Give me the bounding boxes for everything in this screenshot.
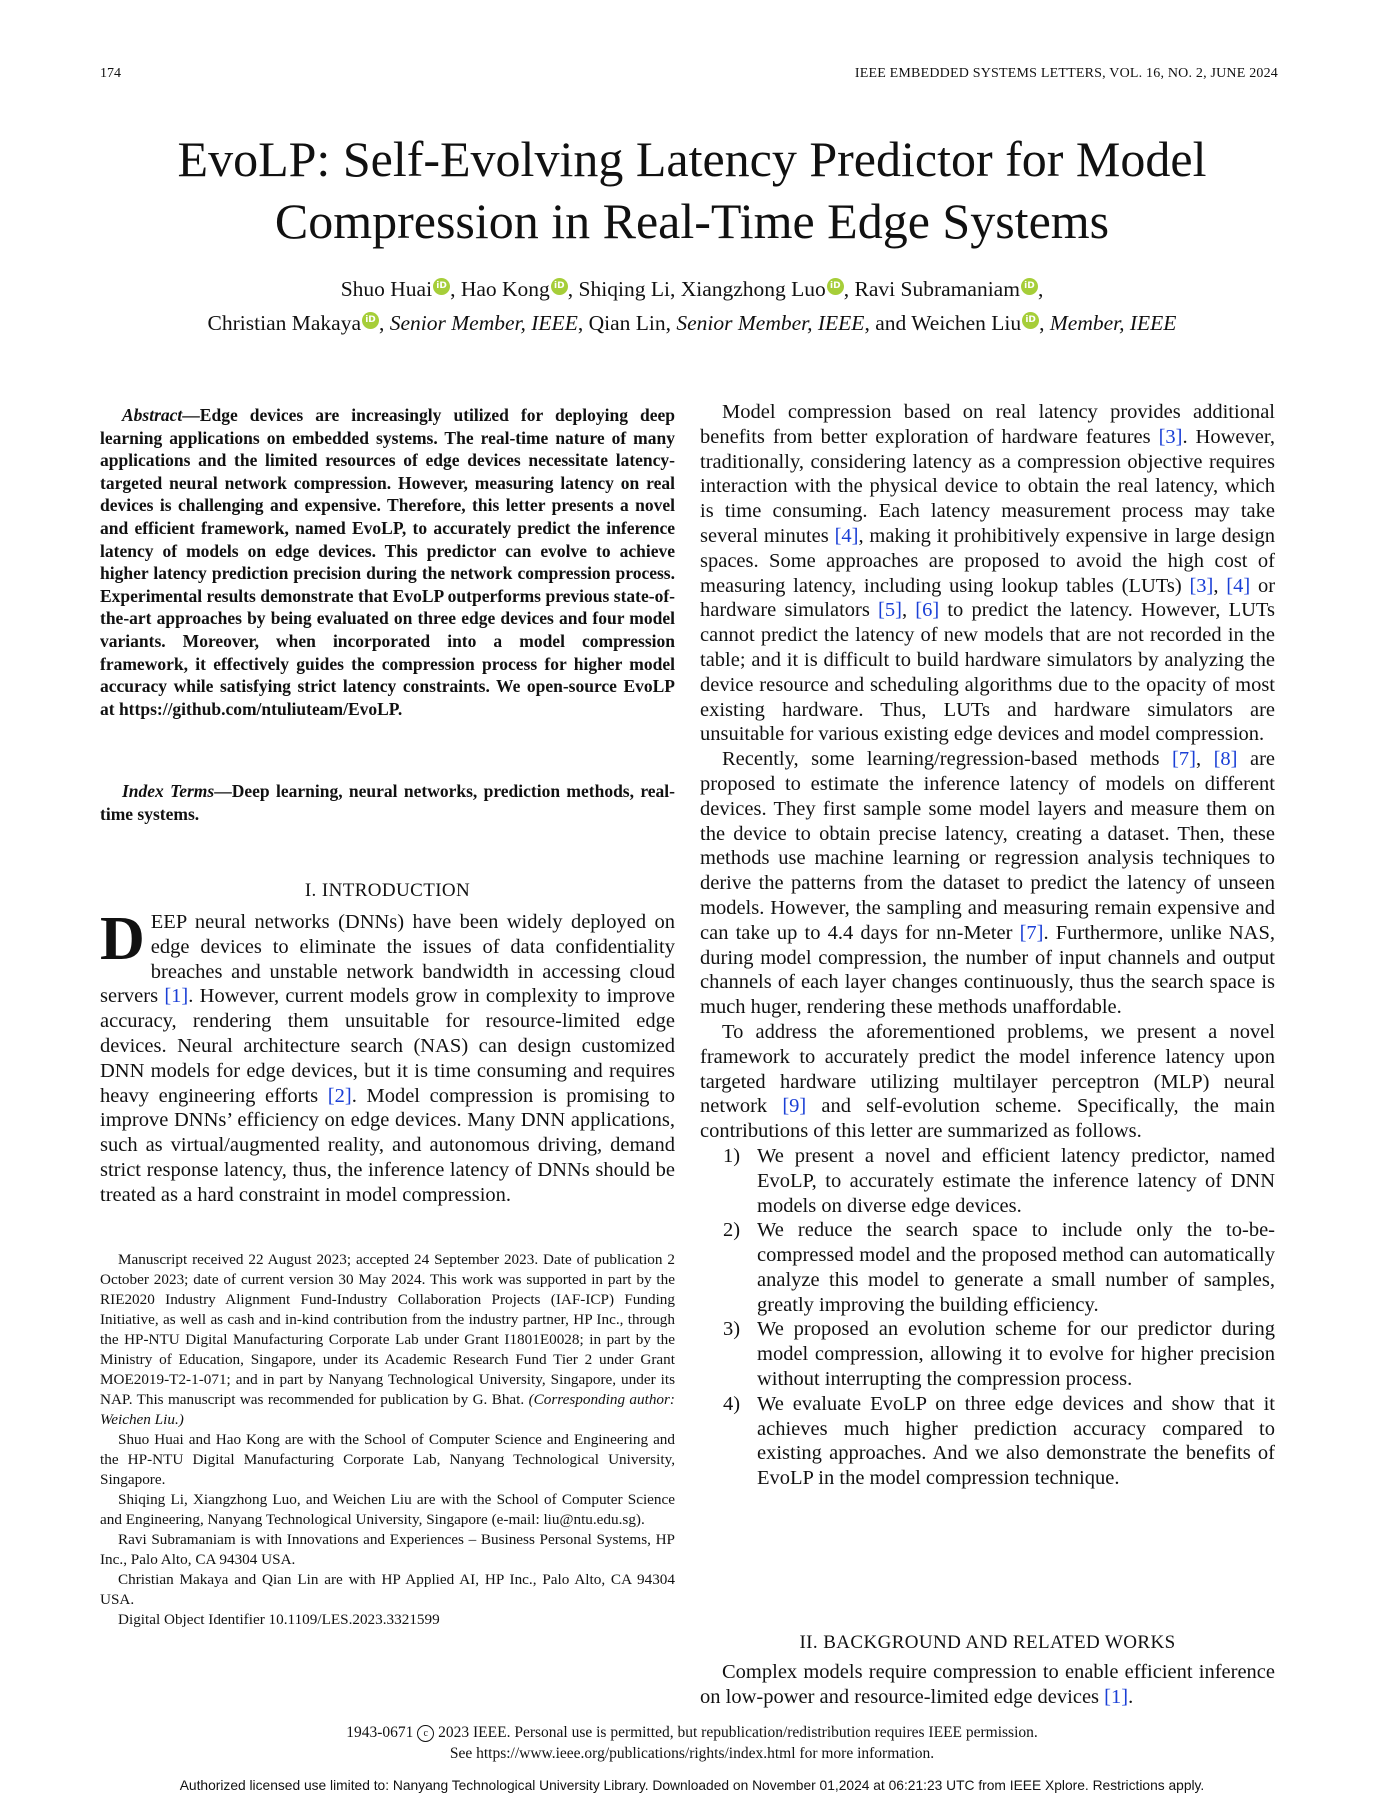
right-column-text — [700, 400, 1275, 1491]
text-run: Recently, some learning/regression-based methods — [722, 748, 1173, 771]
citation-link[interactable]: [4] — [834, 524, 859, 547]
citation-link[interactable]: [3] — [1189, 574, 1214, 597]
text-run: . — [1128, 1685, 1134, 1708]
author-name: Qian Lin — [588, 311, 666, 335]
author-role: Member, IEEE — [1049, 311, 1177, 335]
index-terms: Index Terms—Deep learning, neural networks, prediction methods, real-time systems. — [100, 781, 675, 824]
citation-link[interactable]: [5] — [878, 599, 902, 622]
text-run: . However, traditionally, considering latency as a compression objective requires interaction with the physical device to obtain the real latency, which is time consuming. Each latency measurement process may take several minutes — [700, 425, 1275, 547]
abstract: Abstract—Edge devices are increasingly utilized for deploying deep learning applications on embedded systems. The real-time nature of many applications and the limited resources of edge devices necessitate latency-targeted neural network compression. However, measuring latency on real devices is challenging and expensive. Therefore, this letter presents a novel and efficient framework, named EvoLP, to accurately predict the inference latency of models on edge devices. This predictor can evolve to achieve higher latency prediction precision during the network compression process. Experimental results demonstrate that EvoLP outperforms previous state-of-the-art approaches by being evaluated on three edge devices and four model variants. Moreover, when incorporated into a model compression framework, it effectively guides the compression process for higher model accuracy while satisfying strict latency constraints. We open-source EvoLP at https://github.com/ntuliuteam/EvoLP. — [100, 405, 675, 719]
license-footer: Authorized licensed use limited to: Nanyang Technological University Library. Downloaded on November 01,2024 at 06:21:23 UTC from IEEE Xplore. Restrictions apply. — [179, 1778, 1205, 1793]
author-line-1: Shuo Huai iD , Hao Kong iD , Shiqing Li, Xiangzhong Luo iD , Ravi Subramaniam iD , — [340, 277, 1044, 301]
footnote-doi: Digital Object Identifier 10.1109/LES.2023.3321599 — [118, 1611, 440, 1628]
orcid-icon[interactable]: iD — [827, 278, 844, 295]
paragraph — [700, 1660, 1275, 1710]
footnote-affiliation: Shiqing Li, Xiangzhong Luo, and Weichen Liu are with the School of Computer Science and Engineering, Nanyang Technological University, Singapore (e-mail: liu@ntu.edu.sg). — [100, 1491, 675, 1528]
author-list — [60, 272, 1324, 340]
issn: 1943-0671 — [346, 1724, 414, 1741]
copyright-line-2: See https://www.ieee.org/publications/rights/index.html for more information. — [449, 1745, 935, 1762]
author-name: Shuo Huai — [340, 277, 433, 301]
list-item — [700, 1392, 1275, 1491]
copyright-notice — [60, 1722, 1324, 1764]
background-paragraph — [700, 1660, 1275, 1710]
text-run: , — [1213, 574, 1227, 597]
index-terms-text: Deep learning, neural networks, prediction methods, real-time systems. — [100, 781, 675, 824]
text-run: are proposed to estimate the inference latency of models on different devices. They first sample some model layers and measure them on the device to obtain precise latency, creating a dataset. Then, these methods use machine learning or regression analysis techniques to derive the patterns from the dataset to predict the latency of unseen models. However, the sampling and measuring remain expensive and can take up to 4.4 days for nn-Meter — [700, 748, 1276, 944]
list-item-text: We proposed an evolution scheme for our predictor during model compression, allowing it to evolve for higher precision without interrupting the compression process. — [757, 1318, 1275, 1391]
orcid-icon[interactable]: iD — [362, 312, 379, 329]
citation-link[interactable]: [7] — [1019, 921, 1044, 944]
citation-link[interactable]: [3] — [1158, 425, 1183, 448]
orcid-icon[interactable]: iD — [1021, 278, 1038, 295]
author-name: Shiqing Li — [578, 277, 670, 301]
copyright-line-1 — [60, 1722, 1324, 1743]
text-run: . Furthermore, unlike NAS, during model compression, the number of input channels and output channels of each layer changes continuously, thus the search space is much huger, rendering these methods unaffordable. — [700, 921, 1275, 1019]
footnote-affiliation: Christian Makaya and Qian Lin are with HP Applied AI, HP Inc., Palo Alto, CA 94304 USA. — [100, 1571, 675, 1608]
orcid-icon[interactable]: iD — [551, 278, 568, 295]
contributions-list — [700, 1144, 1275, 1491]
text-run: or hardware simulators — [700, 574, 1276, 622]
footnote-affiliation: Ravi Subramaniam is with Innovations and Experiences – Business Personal Systems, HP Inc., Palo Alto, CA 94304 USA. — [100, 1531, 675, 1568]
drop-cap: D — [100, 905, 145, 973]
paper-title — [60, 128, 1324, 252]
author-name: Christian Makaya — [207, 311, 361, 335]
copyright-icon: c — [417, 1725, 434, 1742]
footnotes — [100, 1250, 675, 1630]
author-name: Weichen Liu — [911, 311, 1022, 335]
list-item — [700, 1317, 1275, 1391]
text-run: . However, current models grow in complexity to improve accuracy, rendering them unsuitable for resource-limited edge devices. Neural architecture search (NAS) can design customized DNN models for edge devices, but it is time consuming and requires heavy engineering efforts — [100, 985, 675, 1107]
author-name: Xiangzhong Luo — [680, 277, 826, 301]
citation-link[interactable]: [1] — [1104, 1685, 1129, 1708]
author-line-2: Christian Makaya iD , Senior Member, IEEE, Qian Lin, Senior Member, IEEE, and Weichen Liu iD , Member, IEEE — [207, 311, 1177, 335]
abstract-label: Abstract — [122, 405, 183, 425]
journal-header: IEEE EMBEDDED SYSTEMS LETTERS, VOL. 16, NO. 2, JUNE 2024 — [854, 66, 1278, 81]
text-run: , — [1195, 748, 1214, 771]
text-run: and self-evolution scheme. Specifically, the main contributions of this letter are summarized as follows. — [700, 1095, 1275, 1143]
text-run: , making it prohibitively expensive in large design spaces. Some approaches are proposed to avoid the high cost of measuring latency, including using lookup tables (LUTs) — [700, 524, 1275, 597]
corresponding-author: (Corresponding author: Weichen Liu.) — [100, 1391, 675, 1428]
list-number: 3) — [723, 1318, 741, 1341]
citation-link[interactable]: [1] — [164, 985, 189, 1008]
list-item-text: We evaluate EvoLP on three edge devices and show that it achieves much higher prediction accuracy compared to existing approaches. And we also demonstrate the benefits of EvoLP in the model compression technique. — [757, 1392, 1275, 1490]
citation-link[interactable]: [4] — [1226, 574, 1251, 597]
footnote-manuscript — [100, 1250, 675, 1430]
citation-link[interactable]: [6] — [915, 599, 940, 622]
author-role: Senior Member, IEEE — [389, 311, 578, 335]
abstract-text: Edge devices are increasingly utilized for deploying deep learning applications on embedded systems. The real-time nature of many applications and the limited resources of edge devices necessitate latency-targeted neural network compression. However, measuring latency on real devices is challenging and expensive. Therefore, this letter presents a novel and efficient framework, named EvoLP, to accurately predict the inference latency of models on edge devices. This predictor can evolve to achieve higher latency prediction precision during the network compression process. Experimental results demonstrate that EvoLP outperforms previous state-of-the-art approaches by being evaluated on three edge devices and four model variants. Moreover, when incorporated into a model compression framework, it effectively guides the compression process for higher model accuracy while satisfying strict latency constraints. We open-source EvoLP at https://github.com/ntuliuteam/EvoLP. — [100, 405, 675, 719]
text-run: Model compression based on real latency provides additional benefits from better exploration of hardware features — [700, 401, 1275, 448]
section-heading-introduction: I. INTRODUCTION — [304, 880, 471, 901]
title-line-2: Compression in Real-Time Edge Systems — [274, 193, 1110, 249]
list-item-text: We reduce the search space to include only the to-be-compressed model and the proposed method can automatically analyze this model to generate a small number of samples, greatly improving the building efficiency. — [757, 1219, 1275, 1316]
list-item — [700, 1144, 1275, 1218]
author-name: Ravi Subramaniam — [854, 277, 1020, 301]
footnote-affiliation: Shuo Huai and Hao Kong are with the School of Computer Science and Engineering and the HP-NTU Digital Manufacturing Corporate Lab, Nanyang Technological University, Singapore. — [100, 1431, 675, 1488]
author-role: Senior Member, IEEE — [676, 311, 865, 335]
orcid-icon[interactable]: iD — [1022, 312, 1039, 329]
title-line-1: EvoLP: Self-Evolving Latency Predictor for Model — [177, 131, 1207, 187]
list-item — [700, 1218, 1275, 1317]
intro-paragraph — [100, 905, 675, 1208]
text-run: Complex models require compression to enable efficient inference on low-power and resource-limited edge devices — [700, 1661, 1275, 1708]
orcid-icon[interactable]: iD — [433, 278, 450, 295]
text-run: , — [901, 599, 916, 622]
list-number: 2) — [723, 1219, 741, 1242]
list-number: 4) — [723, 1392, 741, 1415]
citation-link[interactable]: [2] — [327, 1084, 352, 1107]
citation-link[interactable]: [8] — [1213, 748, 1238, 771]
text-run: To address the aforementioned problems, we present a novel framework to accurately predict the model inference latency upon targeted hardware utilizing multilayer perceptron (MLP) neural network — [700, 1020, 1275, 1118]
text-run: Manuscript received 22 August 2023; accepted 24 September 2023. Date of publication 2 October 2023; date of current version 30 May 2024. This work was supported in part by the RIE2020 Industry Alignment Fund-Industry Collaboration Projects (IAF-ICP) Funding Initiative, as well as cash and in-kind contribution from the industry partner, HP Inc., through the HP-NTU Digital Manufacturing Corporate Lab under Grant I1801E0028; in part by the Ministry of Education, Singapore, under its Academic Research Fund Tier 2 under Grant MOE2019-T2-1-071; and in part by Nanyang Technological University, Singapore, under its NAP. This manuscript was recommended for publication by G. Bhat. — [100, 1251, 675, 1408]
text-run: . Model compression is promising to improve DNNs’ efficiency on edge devices. Many DNN applications, such as virtual/augmented reality, and autonomous driving, demand strict response latency, thus, the inference latency of DNNs should be treated as a hard constraint in model compression. — [100, 1084, 675, 1206]
paragraph — [700, 400, 1275, 747]
index-terms-label: Index Terms — [122, 781, 215, 801]
citation-link[interactable]: [7] — [1172, 748, 1196, 771]
author-name: Hao Kong — [460, 277, 550, 301]
paragraph — [700, 1020, 1275, 1144]
page-number: 174 — [100, 66, 121, 81]
section-heading-background: II. BACKGROUND AND RELATED WORKS — [799, 1632, 1176, 1653]
paragraph — [700, 747, 1275, 1020]
copyright-text: 2023 IEEE. Personal use is permitted, but republication/redistribution requires IEEE permission. — [438, 1724, 1038, 1741]
list-item-text: We present a novel and efficient latency predictor, named EvoLP, to accurately estimate the inference latency of DNN models on diverse edge devices. — [757, 1144, 1275, 1217]
citation-link[interactable]: [9] — [782, 1095, 807, 1118]
list-number: 1) — [723, 1144, 741, 1167]
text-run: EEP neural networks (DNNs) have been widely deployed on edge devices to eliminate the issues of data confidentiality breaches and unstable network bandwidth in accessing cloud servers — [100, 911, 675, 1008]
text-run: to predict the latency. However, LUTs cannot predict the latency of new models that are not recorded in the table; and it is difficult to build hardware simulators by analyzing the device resource and scheduling algorithms due to the opacity of most existing hardware. Thus, LUTs and hardware simulators are unsuitable for various existing edge devices and model compression. — [700, 599, 1275, 746]
